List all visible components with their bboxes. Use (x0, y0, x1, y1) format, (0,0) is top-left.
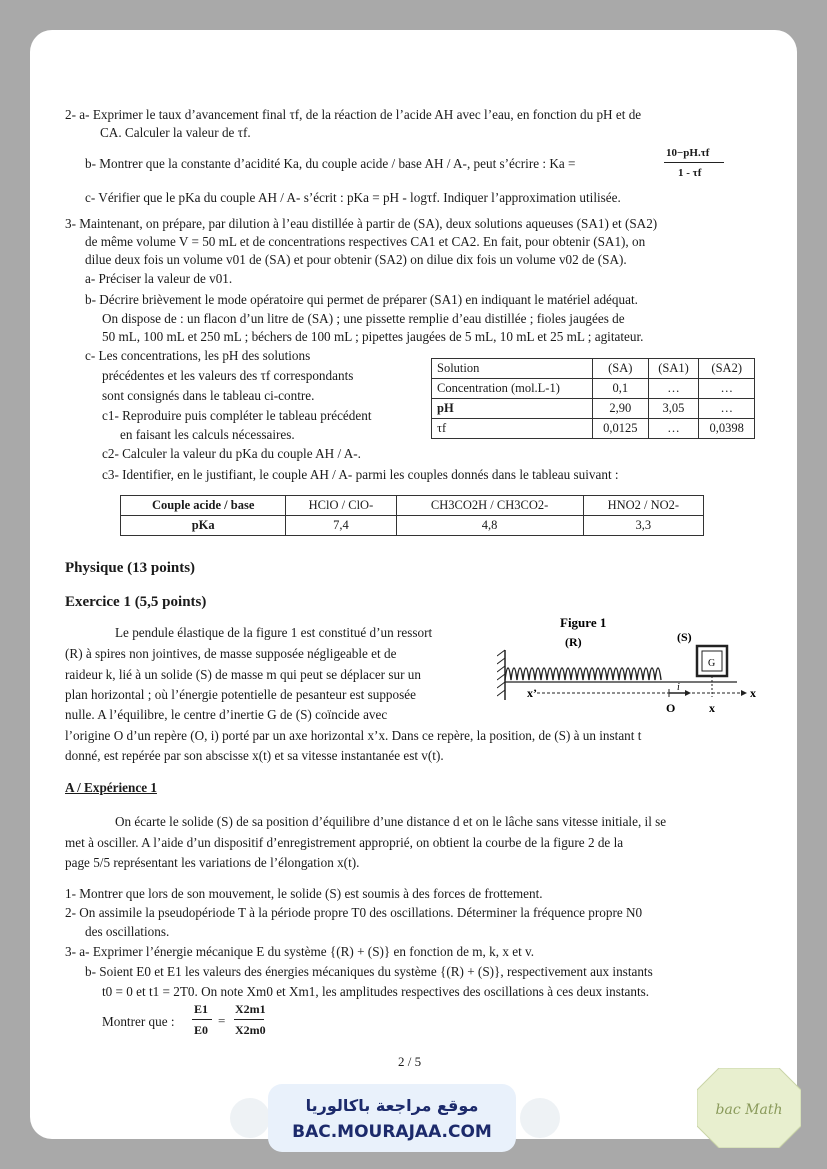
q3c-line1: c- Les concentrations, les pH des solutions (85, 348, 311, 363)
unit-vector-label: i (677, 682, 680, 693)
table-cell: 3,3 (583, 516, 703, 536)
qA3a-line: 3- a- Exprimer l’énergie mécanique E du système {(R) + (S)} en fonction de m, k, x et v. (65, 944, 535, 959)
table-row (432, 379, 755, 399)
q2b-line: b- Montrer que la constante d’acidité Ka, du couple acide / base AH / A-, peut s’écrire : Ka = (85, 156, 576, 171)
q3c2-line: c2- Calculer la valeur du pKa du couple AH / A-. (102, 446, 361, 461)
table-cell: 0,0398 (699, 419, 755, 439)
table-cell: … (648, 379, 699, 399)
equals-sign: = (218, 1013, 226, 1028)
q3-line3: dilue deux fois un volume v01 de (SA) et pour obtenir (SA2) on dilue dix fois un volume v02 de (SA). (85, 252, 627, 267)
ka-fraction-bar (664, 162, 724, 163)
partA-line3: page 5/5 représentant les variations de l’élongation x(t). (65, 855, 360, 870)
table-cell: 2,90 (593, 399, 649, 419)
table-cell: Concentration (mol.L-1) (432, 379, 593, 399)
wall-hatching (497, 650, 505, 696)
solutions-table (431, 358, 755, 439)
axis-left-label: x’ (527, 686, 537, 700)
para1-line3: raideur k, lié à un solide (S) de masse m qui peut se déplacer sur un (65, 667, 421, 682)
footer-logo-right-icon (520, 1098, 560, 1138)
q3c1-line1: c1- Reproduire puis compléter le tableau précédent (102, 408, 372, 423)
table-cell: τf (432, 419, 593, 439)
x-axis-arrow (741, 690, 747, 696)
qA1-line: 1- Montrer que lors de son mouvement, le solide (S) est soumis à des forces de frottement. (65, 886, 543, 901)
partA-line2: met à osciller. A l’aide d’un dispositif d’enregistrement approprié, on obtient la courbe de la figure 2 de la (65, 835, 624, 850)
table-cell: 0,0125 (593, 419, 649, 439)
para1-line5: nulle. A l’équilibre, le centre d’inertie G de (S) coïncide avec (65, 707, 388, 722)
q3c-line3: sont consignés dans le tableau ci-contre. (102, 388, 315, 403)
ka-denominator: 1 - τf (678, 167, 702, 179)
bac-math-badge-icon (697, 1068, 801, 1148)
table-row (432, 419, 755, 439)
table-header-cell: HClO / ClO- (286, 496, 396, 516)
footer-logo-left-icon (230, 1098, 270, 1138)
table-row (432, 399, 755, 419)
q3c-line2: précédentes et les valeurs des τf correspondants (102, 368, 354, 383)
table-row (121, 516, 704, 536)
q3-line2: de même volume V = 50 mL et de concentrations respectives CA1 et CA2. En fait, pour obtenir (SA1), on (85, 234, 646, 249)
q2a-line2: CA. Calculer la valeur de τf. (100, 125, 251, 140)
fraction-right-den: X2m0 (235, 1023, 266, 1037)
fraction-left-num: E1 (194, 1002, 209, 1016)
qA2-line2: des oscillations. (85, 924, 170, 939)
spring-label: (R) (565, 635, 582, 649)
para1-line2: (R) à spires non jointives, de masse supposée négligeable et de (65, 646, 397, 661)
fraction-right-num: X2m1 (235, 1002, 266, 1016)
exercise1-heading: Exercice 1 (5,5 points) (65, 594, 207, 610)
table-header-cell: (SA2) (699, 359, 755, 379)
origin-label: O (666, 701, 676, 715)
para1-line1: Le pendule élastique de la figure 1 est constitué d’un ressort (115, 625, 433, 640)
para1-line4: plan horizontal ; où l’énergie potentielle de pesanteur est supposée (65, 687, 416, 702)
q2a-line1: 2- a- Exprimer le taux d’avancement final τf, de la réaction de l’acide AH avec l’eau, en fonction du pH et de (65, 107, 642, 122)
badge-text: bac Math (715, 1102, 783, 1118)
qA2-line1: 2- On assimile la pseudopériode T à la période propre T0 des oscillations. Déterminer la fréquence propre N0 (65, 905, 643, 920)
axis-right-label: x (750, 686, 756, 700)
fraction-right-bar (234, 1019, 264, 1020)
fraction-left-den: E0 (194, 1023, 209, 1037)
q3-line1: 3- Maintenant, on prépare, par dilution à l’eau distillée à partir de (SA), deux solutions aqueuses (SA1) et (SA2) (65, 216, 658, 231)
solid-label: (S) (677, 630, 692, 644)
figure1-diagram (497, 612, 757, 722)
q3c1-line2: en faisant les calculs nécessaires. (120, 427, 295, 442)
footer-site-link[interactable]: BAC.MOURAJAA.COM (292, 1122, 492, 1142)
table-cell: … (648, 419, 699, 439)
position-label: x (709, 701, 715, 715)
solid-center-label: G (708, 658, 716, 669)
footer-arabic-title: موقع مراجعة باكالوريا (305, 1096, 479, 1115)
page-number: 2 / 5 (398, 1054, 422, 1069)
unit-vector-arrow (685, 690, 691, 696)
qA3b-line3: Montrer que : (102, 1014, 175, 1029)
footer-banner[interactable] (268, 1084, 516, 1152)
q2c-line: c- Vérifier que le pKa du couple AH / A- s’écrit : pKa = pH - logτf. Indiquer l’approximation utilisée. (85, 190, 621, 205)
fraction-left-bar (192, 1019, 212, 1020)
q3c3-line: c3- Identifier, en le justifiant, le couple AH / A- parmi les couples donnés dans le tableau suivant : (102, 467, 619, 482)
table-header-row (432, 359, 755, 379)
exam-page (30, 30, 797, 1139)
ka-numerator: 10−pH.τf (666, 147, 710, 159)
couples-table (120, 495, 704, 536)
table-header-cell: Solution (432, 359, 593, 379)
q3b-line2: On dispose de : un flacon d’un litre de (SA) ; une pissette remplie d’eau distillée ; fioles jaugées de (102, 311, 625, 326)
table-header-cell: CH3CO2H / CH3CO2- (396, 496, 583, 516)
table-cell: 7,4 (286, 516, 396, 536)
qA3b-line2: t0 = 0 et t1 = 2T0. On note Xm0 et Xm1, les amplitudes respectives des oscillations à ces deux instants. (102, 984, 650, 999)
qA3b-line1: b- Soient E0 et E1 les valeurs des énergies mécaniques du système {(R) + (S)}, respectivement aux instants (85, 964, 653, 979)
table-cell: … (699, 399, 755, 419)
table-header-cell: (SA1) (648, 359, 699, 379)
experience1-heading: A / Expérience 1 (65, 780, 157, 795)
table-header-cell: Couple acide / base (121, 496, 286, 516)
spring-coil (505, 668, 661, 680)
para1-line6: l’origine O d’un repère (O, i) porté par un axe horizontal x’x. Dans ce repère, la position, de (S) à un instant t (65, 728, 642, 743)
para1-line7: donné, est repérée par son abscisse x(t) et sa vitesse instantanée est v(t). (65, 748, 444, 763)
table-header-cell: HNO2 / NO2- (583, 496, 703, 516)
table-cell: 0,1 (593, 379, 649, 399)
physics-heading: Physique (13 points) (65, 560, 196, 576)
table-header-cell: (SA) (593, 359, 649, 379)
table-cell: … (699, 379, 755, 399)
figure1-title: Figure 1 (560, 615, 607, 630)
table-cell: pKa (121, 516, 286, 536)
table-cell: pH (432, 399, 593, 419)
q3a-line: a- Préciser la valeur de v01. (85, 271, 233, 286)
partA-line1: On écarte le solide (S) de sa position d’équilibre d’une distance d et on le lâche sans vitesse initiale, il se (115, 814, 667, 829)
q3b-line3: 50 mL, 100 mL et 250 mL ; béchers de 100 mL ; pipettes jaugées de 5 mL, 10 mL et 25 mL ; agitateur. (102, 329, 644, 344)
table-cell: 4,8 (396, 516, 583, 536)
table-cell: 3,05 (648, 399, 699, 419)
q3b-line1: b- Décrire brièvement le mode opératoire qui permet de préparer (SA1) en indiquant le matériel adéquat. (85, 292, 638, 307)
table-header-row (121, 496, 704, 516)
